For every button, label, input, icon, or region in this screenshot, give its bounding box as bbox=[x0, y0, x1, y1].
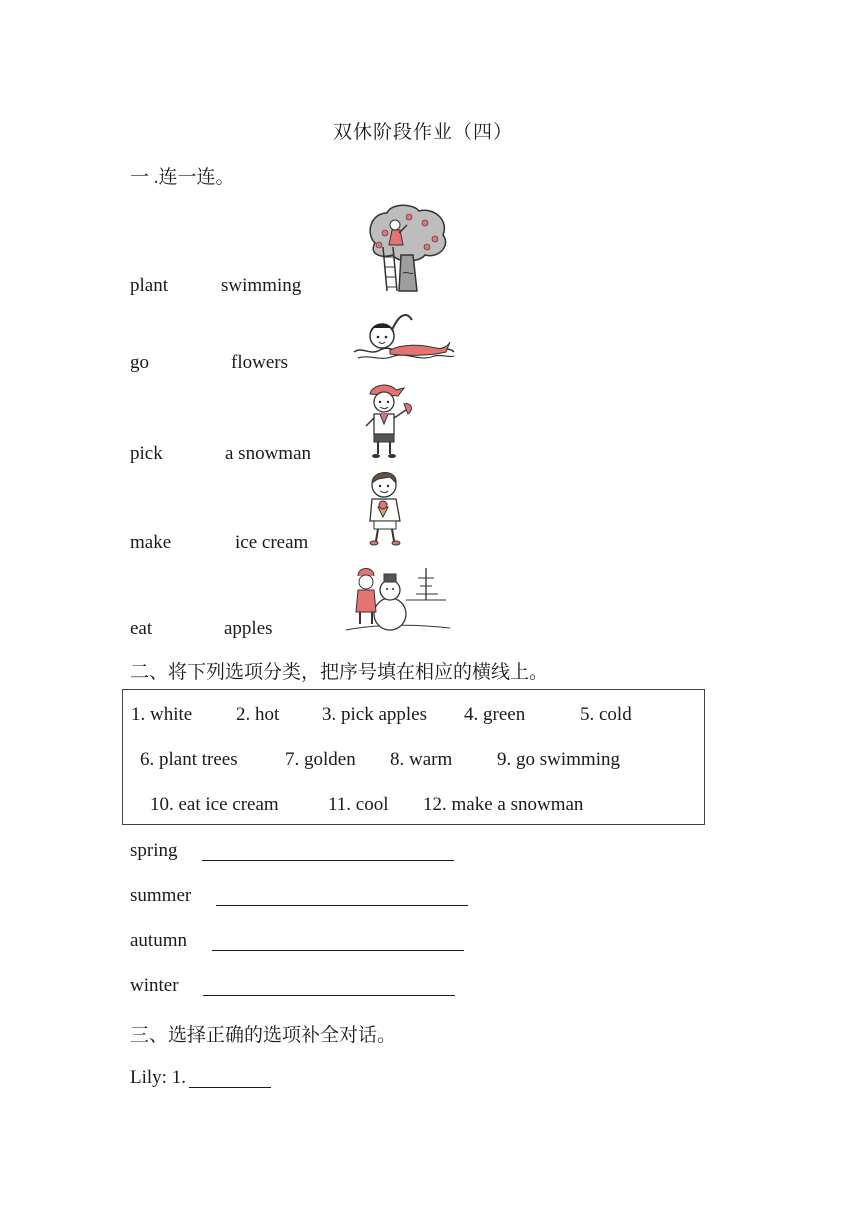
apple-tree-picking-picture bbox=[365, 203, 451, 295]
boy-planting-picture bbox=[360, 380, 420, 460]
left-word-2: go bbox=[130, 352, 149, 373]
section-3-heading: 三、选择正确的选项补全对话。 bbox=[130, 1025, 397, 1046]
right-word-3: a snowman bbox=[225, 443, 312, 464]
season-winter-label: winter bbox=[130, 975, 179, 996]
option-5: 5. cold bbox=[580, 704, 632, 725]
section-2-heading: 二、将下列选项分类，把序号填在相应的横线上。 bbox=[130, 662, 549, 683]
dialog-line-1: Lily: 1. bbox=[130, 1067, 186, 1088]
left-word-4: make bbox=[130, 532, 172, 553]
spring-answer-blank[interactable] bbox=[202, 860, 454, 861]
option-10: 10. eat ice cream bbox=[150, 794, 279, 815]
section-1-heading: 一 .连一连。 bbox=[130, 167, 235, 188]
right-word-5: apples bbox=[224, 618, 273, 639]
dialog-answer-blank-1[interactable] bbox=[189, 1087, 271, 1088]
winter-answer-blank[interactable] bbox=[203, 995, 455, 996]
option-6: 6. plant trees bbox=[140, 749, 238, 770]
left-word-3: pick bbox=[130, 443, 163, 464]
option-1: 1. white bbox=[131, 704, 193, 725]
autumn-answer-blank[interactable] bbox=[212, 950, 464, 951]
option-8: 8. warm bbox=[390, 749, 453, 770]
option-12: 12. make a snowman bbox=[423, 794, 584, 815]
right-word-4: ice cream bbox=[235, 532, 309, 553]
children-making-snowman-picture bbox=[346, 560, 450, 634]
option-9: 9. go swimming bbox=[497, 749, 620, 770]
season-summer-label: summer bbox=[130, 885, 192, 906]
option-3: 3. pick apples bbox=[322, 704, 428, 725]
option-2: 2. hot bbox=[236, 704, 280, 725]
summer-answer-blank[interactable] bbox=[216, 905, 468, 906]
option-11: 11. cool bbox=[328, 794, 389, 815]
left-word-5: eat bbox=[130, 618, 153, 639]
left-word-1: plant bbox=[130, 275, 168, 296]
right-word-1: swimming bbox=[221, 275, 302, 296]
boy-eating-ice-cream-picture bbox=[360, 469, 412, 549]
season-spring-label: spring bbox=[130, 840, 178, 861]
page-title: 双休阶段作业（四） bbox=[333, 122, 514, 143]
swimming-girl-picture bbox=[350, 306, 456, 368]
season-autumn-label: autumn bbox=[130, 930, 187, 951]
right-word-2: flowers bbox=[231, 352, 288, 373]
option-7: 7. golden bbox=[285, 749, 356, 770]
option-4: 4. green bbox=[464, 704, 526, 725]
